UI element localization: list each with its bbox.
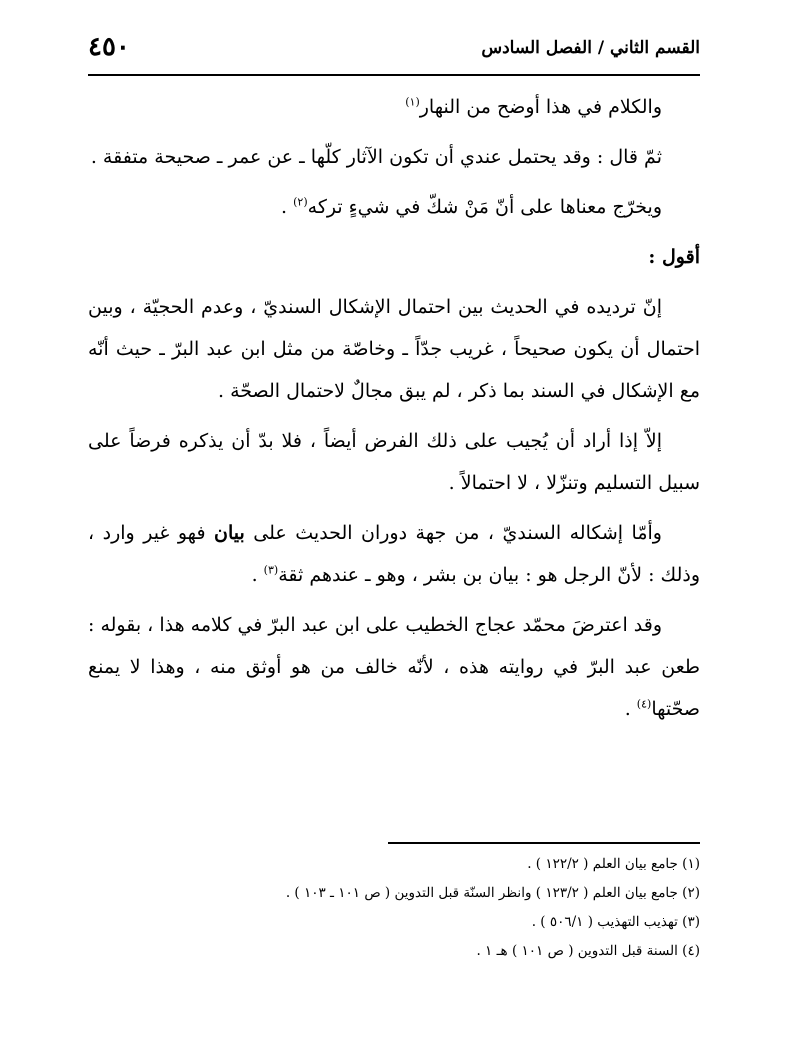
paragraph-3-text: ويخرّج معناها على أنّ مَنْ شكّ في شيءٍ تركه bbox=[307, 196, 662, 218]
paragraph-6-after: فهو غير وارد ، وذلك : لأنّ الرجل هو : بيان بن بشر ، وهو ـ عندهم ثقة bbox=[88, 522, 700, 586]
paragraph-2: ثمّ قال : وقد يحتمل عندي أن تكون الآثار كلّها ـ عن عمر ـ صحيحة متفقة . bbox=[90, 146, 662, 168]
paragraph-7 bbox=[88, 604, 700, 730]
footnote-ref-4: (٤) bbox=[636, 697, 652, 711]
paragraph-1-text: والكلام في هذا أوضح من النهار bbox=[419, 96, 662, 118]
paragraph-6 bbox=[88, 512, 700, 596]
footnote-2: (٢) جامع بيان العلم ( ١٢٣/٢ ) وانظر السنّة قبل التدوين ( ص ١٠١ ـ ١٠٣ ) . bbox=[285, 885, 700, 901]
footnote-ref-1: (١) bbox=[405, 95, 420, 109]
page-number: ٤٥٠ bbox=[88, 32, 130, 62]
paragraph-1 bbox=[88, 86, 700, 128]
footnotes bbox=[88, 850, 700, 966]
paragraph-5: إلاّ إذا أراد أن يُجيب على ذلك الفرض أيضاً ، فلا بدّ أن يذكره فرضاً على سبيل التسليم وتنزّلا ، لا احتمالاً . bbox=[88, 430, 700, 494]
footnote-1: (١) جامع بيان العلم ( ١٢٢/٢ ) . bbox=[527, 856, 700, 872]
paragraph-6-end: . bbox=[251, 564, 264, 586]
paragraph-6-before: وأمّا إشكاله السنديّ ، من جهة دوران الحديث على bbox=[244, 522, 662, 544]
footnote-4: (٤) السنة قبل التدوين ( ص ١٠١ ) هـ ١ . bbox=[476, 943, 700, 959]
paragraph-3 bbox=[88, 186, 700, 228]
paragraph-3-end: . bbox=[281, 196, 294, 218]
page-header bbox=[88, 28, 700, 76]
paragraph-6-bold-name: بيان bbox=[214, 522, 245, 544]
running-title: القسم الثاني / الفصل السادس bbox=[481, 38, 700, 58]
footnote-separator bbox=[388, 842, 700, 844]
paragraph-4: إنّ ترديده في الحديث بين احتمال الإشكال السنديّ ، وعدم الحجيّة ، وبين احتمال أن يكون صحيحاً ، غريب جدّاً ـ وخاصّة من مثل ابن عبد البرّ ـ حيث أنّه مع الإشكال في السند بما ذكر ، لم يبق مجالٌ لاحتمال الصحّة . bbox=[88, 296, 700, 402]
footnote-3: (٣) تهذيب التهذيب ( ٥٠٦/١ ) . bbox=[531, 914, 700, 930]
footnote-ref-2: (٢) bbox=[293, 195, 308, 209]
section-heading: أقول : bbox=[648, 246, 700, 268]
paragraph-7-text: وقد اعترضَ محمّد عجاج الخطيب على ابن عبد البرّ في كلامه هذا ، بقوله : طعن عبد البرّ في روايته هذه ، لأنّه خالف من هو أوثق منه ، وهذا لا يمنع صحّتها bbox=[88, 614, 700, 720]
paragraph-7-end: . bbox=[624, 698, 637, 720]
main-text bbox=[88, 86, 700, 738]
footnote-ref-3: (٣) bbox=[263, 563, 279, 577]
